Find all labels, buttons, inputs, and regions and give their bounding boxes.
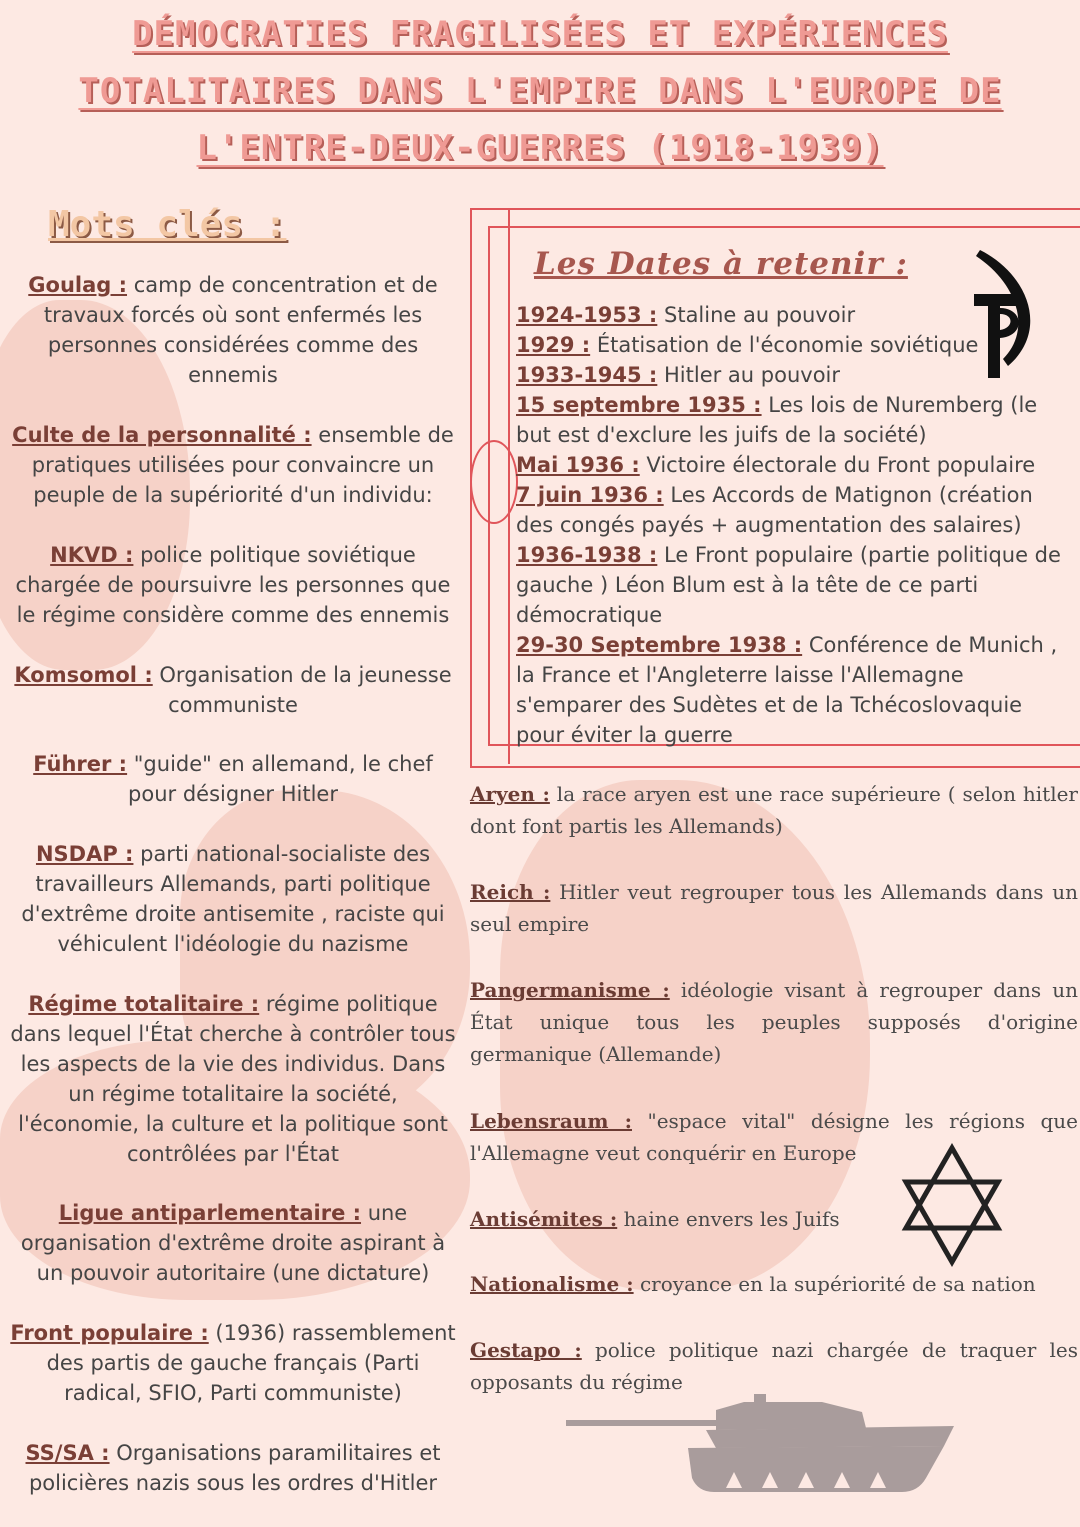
date-item <box>516 540 1072 630</box>
date-label: 29-30 Septembre 1938 : <box>516 633 803 657</box>
keyword-text: (1936) rassemblement des partis de gauche français (Parti radical, SFIO, Parti communiste) <box>46 1321 456 1405</box>
definition-term: Aryen : <box>470 782 550 806</box>
definition-term: Gestapo : <box>470 1338 582 1362</box>
keyword-term: Front populaire : <box>10 1321 209 1345</box>
definition-text: la race aryen est une race supérieure ( selon hitler dont font partis les Allemands) <box>470 782 1078 838</box>
definition-term: Reich : <box>470 880 551 904</box>
star-of-david-icon <box>900 1142 1004 1268</box>
frame-ornament <box>470 440 518 524</box>
date-label: Mai 1936 : <box>516 453 640 477</box>
keyword-text: ensemble de pratiques utilisées pour convaincre un peuple de la supériorité d'un individu: <box>31 423 454 507</box>
keyword-text: une organisation d'extrême droite aspirant à un pouvoir autoritaire (une dictature) <box>20 1201 446 1285</box>
date-text: Le Front populaire (partie politique de gauche ) Léon Blum est à la tête de ce parti démocratique <box>516 543 1061 627</box>
title-line: TOTALITAIRES DANS L'EMPIRE DANS L'EUROPE DE <box>78 71 1002 111</box>
definition-text: croyance en la supériorité de sa nation <box>633 1272 1036 1296</box>
date-label: 1933-1945 : <box>516 363 658 387</box>
keyword-item <box>10 989 456 1169</box>
date-label: 15 septembre 1935 : <box>516 393 762 417</box>
definition-text: Hitler veut regrouper tous les Allemands dans un seul empire <box>470 880 1078 936</box>
hammer-sickle-icon <box>966 244 1046 384</box>
keyword-text: Organisation de la jeunesse communiste <box>152 663 452 717</box>
date-item <box>516 390 1072 450</box>
date-label: 7 juin 1936 : <box>516 483 664 507</box>
keyword-item <box>10 540 456 630</box>
keyword-item <box>10 1438 456 1498</box>
keyword-item <box>10 270 456 390</box>
date-label: 1936-1938 : <box>516 543 658 567</box>
keyword-item <box>10 1318 456 1408</box>
keyword-term: Ligue antiparlementaire : <box>58 1201 362 1225</box>
title-line: L'ENTRE-DEUX-GUERRES (1918-1939) <box>196 128 884 168</box>
definition-text: idéologie visant à regrouper dans un État unique tous les peuples supposés d'origine germanique (Allemande) <box>470 978 1079 1066</box>
keyword-term: NSDAP : <box>35 842 134 866</box>
date-text: Les lois de Nuremberg (le but est d'exclure les juifs de la société) <box>516 393 1038 447</box>
definition-term: Nationalisme : <box>470 1272 634 1296</box>
definition-term: Lebensraum : <box>470 1109 632 1133</box>
date-label: 1924-1953 : <box>516 303 658 327</box>
keyword-term: NKVD : <box>50 543 134 567</box>
definition-text: "espace vital" désigne les régions que l'Allemagne veut conquérir en Europe <box>470 1109 1078 1165</box>
keywords-heading: Mots clés : <box>48 204 287 245</box>
definition-item <box>470 974 1078 1070</box>
definition-term: Antisémites : <box>470 1207 618 1231</box>
keyword-term: Culte de la personnalité : <box>12 423 312 447</box>
definition-text: haine envers les Juifs <box>617 1207 840 1231</box>
date-item <box>516 480 1072 540</box>
date-text: Hitler au pouvoir <box>657 363 841 387</box>
definition-text: police politique nazi chargée de traquer les opposants du régime <box>470 1338 1078 1394</box>
keyword-item <box>10 839 456 959</box>
date-label: 1929 : <box>516 333 591 357</box>
keyword-term: Goulag : <box>28 273 128 297</box>
dates-heading: Les Dates à retenir : <box>534 246 908 282</box>
date-text: Staline au pouvoir <box>657 303 856 327</box>
keyword-text: parti national-socialiste des travailleurs Allemands, parti politique d'extrême droite antisemite , raciste qui véhiculent l'idéologie du nazisme <box>21 842 445 956</box>
keyword-term: Régime totalitaire : <box>28 992 260 1016</box>
keyword-item <box>10 749 456 809</box>
date-text: Les Accords de Matignon (création des congés payés + augmentation des salaires) <box>516 483 1033 537</box>
date-text: Conférence de Munich , la France et l'Angleterre laisse l'Allemagne s'emparer des Sudètes et de la Tchécoslovaquie pour éviter la guerre <box>516 633 1058 747</box>
definition-term: Pangermanisme : <box>470 978 670 1002</box>
tank-icon <box>566 1382 958 1494</box>
date-item <box>516 450 1072 480</box>
keyword-text: camp de concentration et de travaux forcés où sont enfermés les personnes considérées comme des ennemis <box>43 273 438 387</box>
keyword-item <box>10 1198 456 1288</box>
keyword-term: Komsomol : <box>14 663 153 687</box>
keyword-item <box>10 660 456 720</box>
keyword-term: SS/SA : <box>25 1441 110 1465</box>
date-text: Étatisation de l'économie soviétique <box>590 333 979 357</box>
definition-item <box>470 778 1078 842</box>
keyword-item <box>10 420 456 510</box>
definition-item <box>470 876 1078 940</box>
date-item <box>516 630 1072 750</box>
definition-item <box>470 1268 1078 1300</box>
page-title <box>40 6 1040 177</box>
keyword-text: police politique soviétique chargée de poursuivre les personnes que le régime considère comme des ennemis <box>15 543 451 627</box>
definition-item <box>470 1203 890 1235</box>
keyword-text: régime politique dans lequel l'État cherche à contrôler tous les aspects de la vie des individus. Dans un régime totalitaire la société, l'économie, la culture et la politique sont contrôlées par l'État <box>10 992 456 1166</box>
keyword-text: Organisations paramilitaires et policières nazis sous les ordres d'Hitler <box>28 1441 441 1495</box>
date-text: Victoire électorale du Front populaire <box>639 453 1036 477</box>
keyword-text: "guide" en allemand, le chef pour désigner Hitler <box>127 752 433 806</box>
keyword-term: Führer : <box>33 752 128 776</box>
title-line: DÉMOCRATIES FRAGILISÉES ET EXPÉRIENCES <box>132 14 948 54</box>
